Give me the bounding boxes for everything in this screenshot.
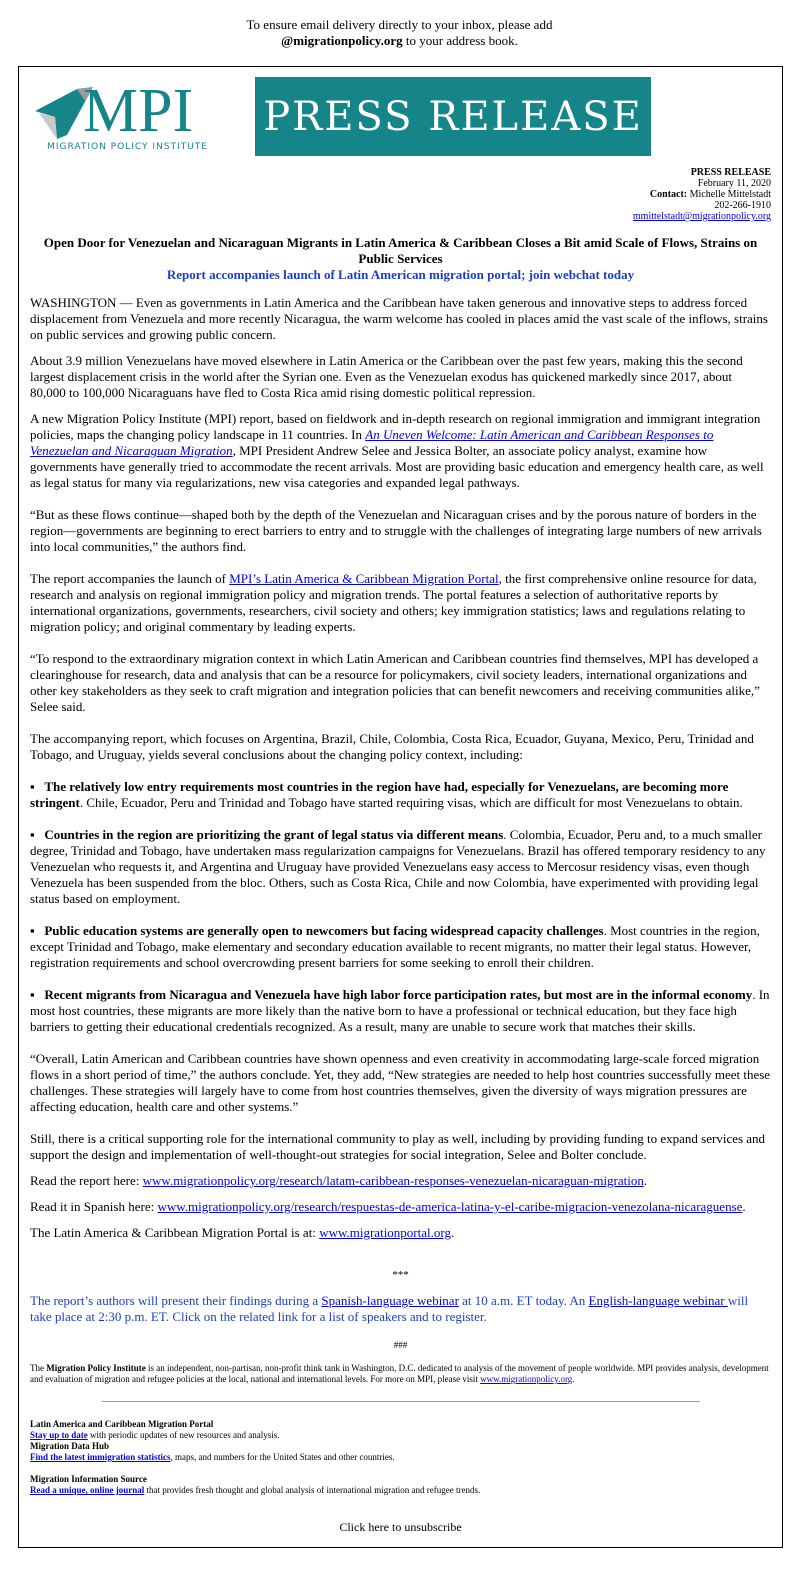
footer-link[interactable]: Find the latest immigration statistics	[30, 1452, 171, 1462]
contact-label: PRESS RELEASE	[690, 167, 771, 178]
bullet-item: ▪ Public education systems are generally open to newcomers but facing widespread capacity challenges. Most countries in the region, except Trinidad and Tobago, make elementary and secondary education available to recent migrants, no matter their legal status. However, registration requirements and school overcrowding present barriers for some seeking to enroll their children.	[30, 923, 760, 970]
separator: ***	[392, 1269, 409, 1281]
paragraph-5: The report accompanies the launch of MPI’s Latin America & Caribbean Migration Portal, the first comprehensive online resource for data, research and analysis on regional immigration policy and migration trends. The portal features a selection of authoritative reports by international organizations, governments, researchers, civil society and others; key immigration statistics; laws and regulations relating to migration policy; and original commentary by leading experts.	[30, 571, 757, 634]
footer-section-title: Latin America and Caribbean Migration Portal	[30, 1419, 214, 1429]
about-mpi: The Migration Policy Institute is an independent, non-partisan, non-profit think tank in Washington, D.C. dedicated to analysis of the movement of people worldwide. MPI provides analysis, development and evaluation of migration and refugee policies at the local, national and international levels. For more on MPI, please visit www.migrationpolicy.org.	[30, 1363, 769, 1384]
paragraph-2: About 3.9 million Venezuelans have moved elsewhere in Latin America or the Caribbean over the past few years, making this the second largest displacement crisis in the world after the Syrian one. Even as the Venezuelan exodus has quickened markedly since 2017, about 80,000 to 100,000 Nicaraguans have fled to Costa Rica amid rising domestic political repression.	[30, 353, 743, 400]
unsubscribe-link[interactable]: Click here to unsubscribe	[339, 1520, 462, 1534]
paragraph-7: The accompanying report, which focuses on Argentina, Brazil, Chile, Colombia, Costa Rica, Ecuador, Guyana, Mexico, Peru, Trinidad and Tobago, and Uruguay, yields several conclusions about the changing policy context, including:	[30, 731, 754, 762]
release-date: February 11, 2020	[697, 178, 771, 189]
contact-email-link[interactable]: mmittelstadt@migrationpolicy.org	[632, 211, 771, 222]
preheader-email: @migrationpolicy.org	[281, 33, 403, 48]
read-spanish-line: Read it in Spanish here: www.migrationpolicy.org/research/respuestas-de-america-latina-y-el-caribe-migracion-venezolana-nicaraguense.	[30, 1199, 746, 1214]
article-subtitle: Report accompanies launch of Latin American migration portal; join webchat today	[166, 267, 635, 282]
english-webinar-link[interactable]: English-language webinar	[588, 1293, 728, 1308]
contact-block	[633, 167, 771, 222]
bullet-marker: ▪	[30, 827, 35, 842]
press-release-banner	[255, 77, 651, 156]
contact-key: Contact:	[649, 189, 688, 200]
paragraph-9: Still, there is a critical supporting role for the international community to play as well, including by providing funding to expand services and support the design and implementation of well-thought-out strategies for social integration, Selee and Bolter conclude.	[30, 1131, 766, 1162]
mpi-website-link[interactable]: www.migrationpolicy.org	[480, 1374, 573, 1384]
preheader	[0, 17, 799, 49]
report-url-link[interactable]: www.migrationpolicy.org/research/latam-caribbean-responses-venezuelan-nicaraguan-migration	[142, 1173, 644, 1188]
footer-section-portal: Latin America and Caribbean Migration Portal Stay up to date with periodic updates of new resources and analysis.	[30, 1419, 280, 1440]
bullet-item: ▪ The relatively low entry requirements most countries in the region have had, especially for Venezuelans, are becoming more stringent. Chile, Ecuador, Peru and Trinidad and Tobago have started requiring visas, which are difficult for most Venezuelans to obtain.	[30, 779, 743, 810]
read-report-line: Read the report here: www.migrationpolicy.org/research/latam-caribbean-responses-venezuelan-nicaraguan-migration.	[30, 1173, 648, 1188]
portal-launch-link[interactable]: MPI’s Latin America & Caribbean Migration Portal	[229, 571, 499, 586]
footer-link[interactable]: Stay up to date	[30, 1430, 88, 1440]
paragraph-1: WASHINGTON — Even as governments in Latin America and the Caribbean have taken generous and innovative steps to address forced displacement from Venezuela and more recently Nicaragua, the warm welcome has cooled in places amid the vast scale of the inflows, strains on public services and growing public concern.	[30, 295, 768, 342]
paragraph-8: “Overall, Latin American and Caribbean countries have shown openness and even creativity in accommodating large-scale forced migration flows in a short period of time,” the authors conclude. Yet, they add, “New strategies are needed to help host countries successfully meet these challenges. These strategies will largely have to come from host countries themselves, given the diversity of ways migration pressures are affecting education, health care and other systems.”	[30, 1051, 771, 1114]
preheader-suffix: to your address book.	[402, 33, 518, 48]
mpi-logo-mark	[33, 83, 243, 153]
bullet-marker: ▪	[30, 779, 35, 794]
spanish-webinar-link[interactable]: Spanish-language webinar	[321, 1293, 459, 1308]
contact-phone: 202-266-1910	[714, 200, 771, 211]
portal-url-link[interactable]: www.migrationportal.org	[319, 1225, 451, 1240]
logo-text: MPI	[83, 83, 194, 145]
end-mark: ###	[393, 1340, 408, 1350]
paragraph-3: A new Migration Policy Institute (MPI) report, based on fieldwork and in-depth research on regional immigration and immigrant integration policies, maps the changing policy landscape in 11 countries. In An Uneven Welcome: Latin American and Caribbean Responses to Venezuelan and Nicaraguan Migration, MPI President Andrew Selee and Jessica Bolter, an associate policy analyst, examine how governments have generally tried to accommodate the recent arrivals. Most are providing basic education and emergency health care, as well as legal status for many via regularizations, new visa categories and expanded legal pathways.	[30, 411, 764, 490]
email-frame	[18, 66, 783, 1548]
webinar-notice: The report’s authors will present their findings during a Spanish-language webinar at 10 a.m. ET today. An English-language webinar will take place at 2:30 p.m. ET. Click on the related link for a list of speakers and to register.	[30, 1293, 749, 1324]
mpi-logo[interactable]	[33, 83, 243, 153]
bullet-item: ▪ Countries in the region are prioritizing the grant of legal status via different means. Colombia, Ecuador, Peru and, to a much smaller degree, Trinidad and Tobago, have undertaken mass regularization campaigns for Venezuelans. Brazil has offered temporary residency to any Venezuelan who requests it, and Argentina and Uruguay have provided Venezuelans easy access to Mercosur residency visas, even though Venezuela has been suspended from the bloc. Others, such as Costa Rica, Chile and now Colombia, have experimented with providing legal status based on employment.	[30, 827, 766, 906]
article-body	[30, 235, 771, 1535]
footer-link[interactable]: Read a unique, online journal	[30, 1485, 145, 1495]
preheader-line2	[0, 33, 799, 49]
report-title-link[interactable]: An Uneven Welcome: Latin American and Caribbean Responses to Venezuelan and Nicaraguan Migration	[30, 427, 714, 458]
bullet-item: ▪ Recent migrants from Nicaragua and Venezuela have high labor force participation rates, but most are in the informal economy. In most host countries, these migrants are more likely than the native born to have a professional or technical education, but they face high barriers to getting their educational credentials recognized. As a result, many are unable to secure work that matches their skills.	[30, 987, 770, 1034]
divider	[102, 1401, 700, 1402]
banner-text: PRESS RELEASE	[263, 93, 643, 140]
footer-section-title: Migration Information Source	[30, 1474, 147, 1484]
spanish-report-url-link[interactable]: www.migrationpolicy.org/research/respuestas-de-america-latina-y-el-caribe-migracion-venezolana-nicaraguense	[157, 1199, 743, 1214]
contact-name-line	[633, 189, 771, 200]
contact-name: Michelle Mittelstadt	[687, 189, 771, 200]
bullet-marker: ▪	[30, 987, 35, 1002]
preheader-line1: To ensure email delivery directly to your inbox, please add	[246, 17, 553, 32]
article-title: Open Door for Venezuelan and Nicaraguan Migrants in Latin America & Caribbean Closes a Bit amid Scale of Flows, Strains on Public Services	[43, 235, 758, 266]
paragraph-6: “To respond to the extraordinary migration context in which Latin American and Caribbean countries find themselves, MPI has developed a clearinghouse for research, data and analysis that can be a resource for policymakers, civil society leaders, international organizations and other key stakeholders as they seek to craft migration and integration policies that can benefit newcomers and receiving communities alike,” Selee said.	[30, 651, 760, 714]
portal-line: The Latin America & Caribbean Migration Portal is at: www.migrationportal.org.	[30, 1225, 455, 1240]
footer-section-title: Migration Data Hub	[30, 1441, 110, 1451]
footer-section-source: Migration Information Source Read a unique, online journal that provides fresh thought and global analysis of international migration and refugee trends.	[30, 1474, 481, 1495]
paragraph-4: “But as these flows continue—shaped both by the depth of the Venezuelan and Nicaraguan crises and by the porous nature of borders in the region—governments are beginning to erect barriers to entry and to struggle with the challenges of integrating large numbers of new arrivals into local communities,” the authors find.	[30, 507, 762, 554]
bullet-marker: ▪	[30, 923, 35, 938]
footer-section-data-hub: Migration Data Hub Find the latest immigration statistics, maps, and numbers for the United States and other countries.	[30, 1441, 395, 1462]
logo-subtitle: MIGRATION POLICY INSTITUTE	[47, 141, 208, 152]
